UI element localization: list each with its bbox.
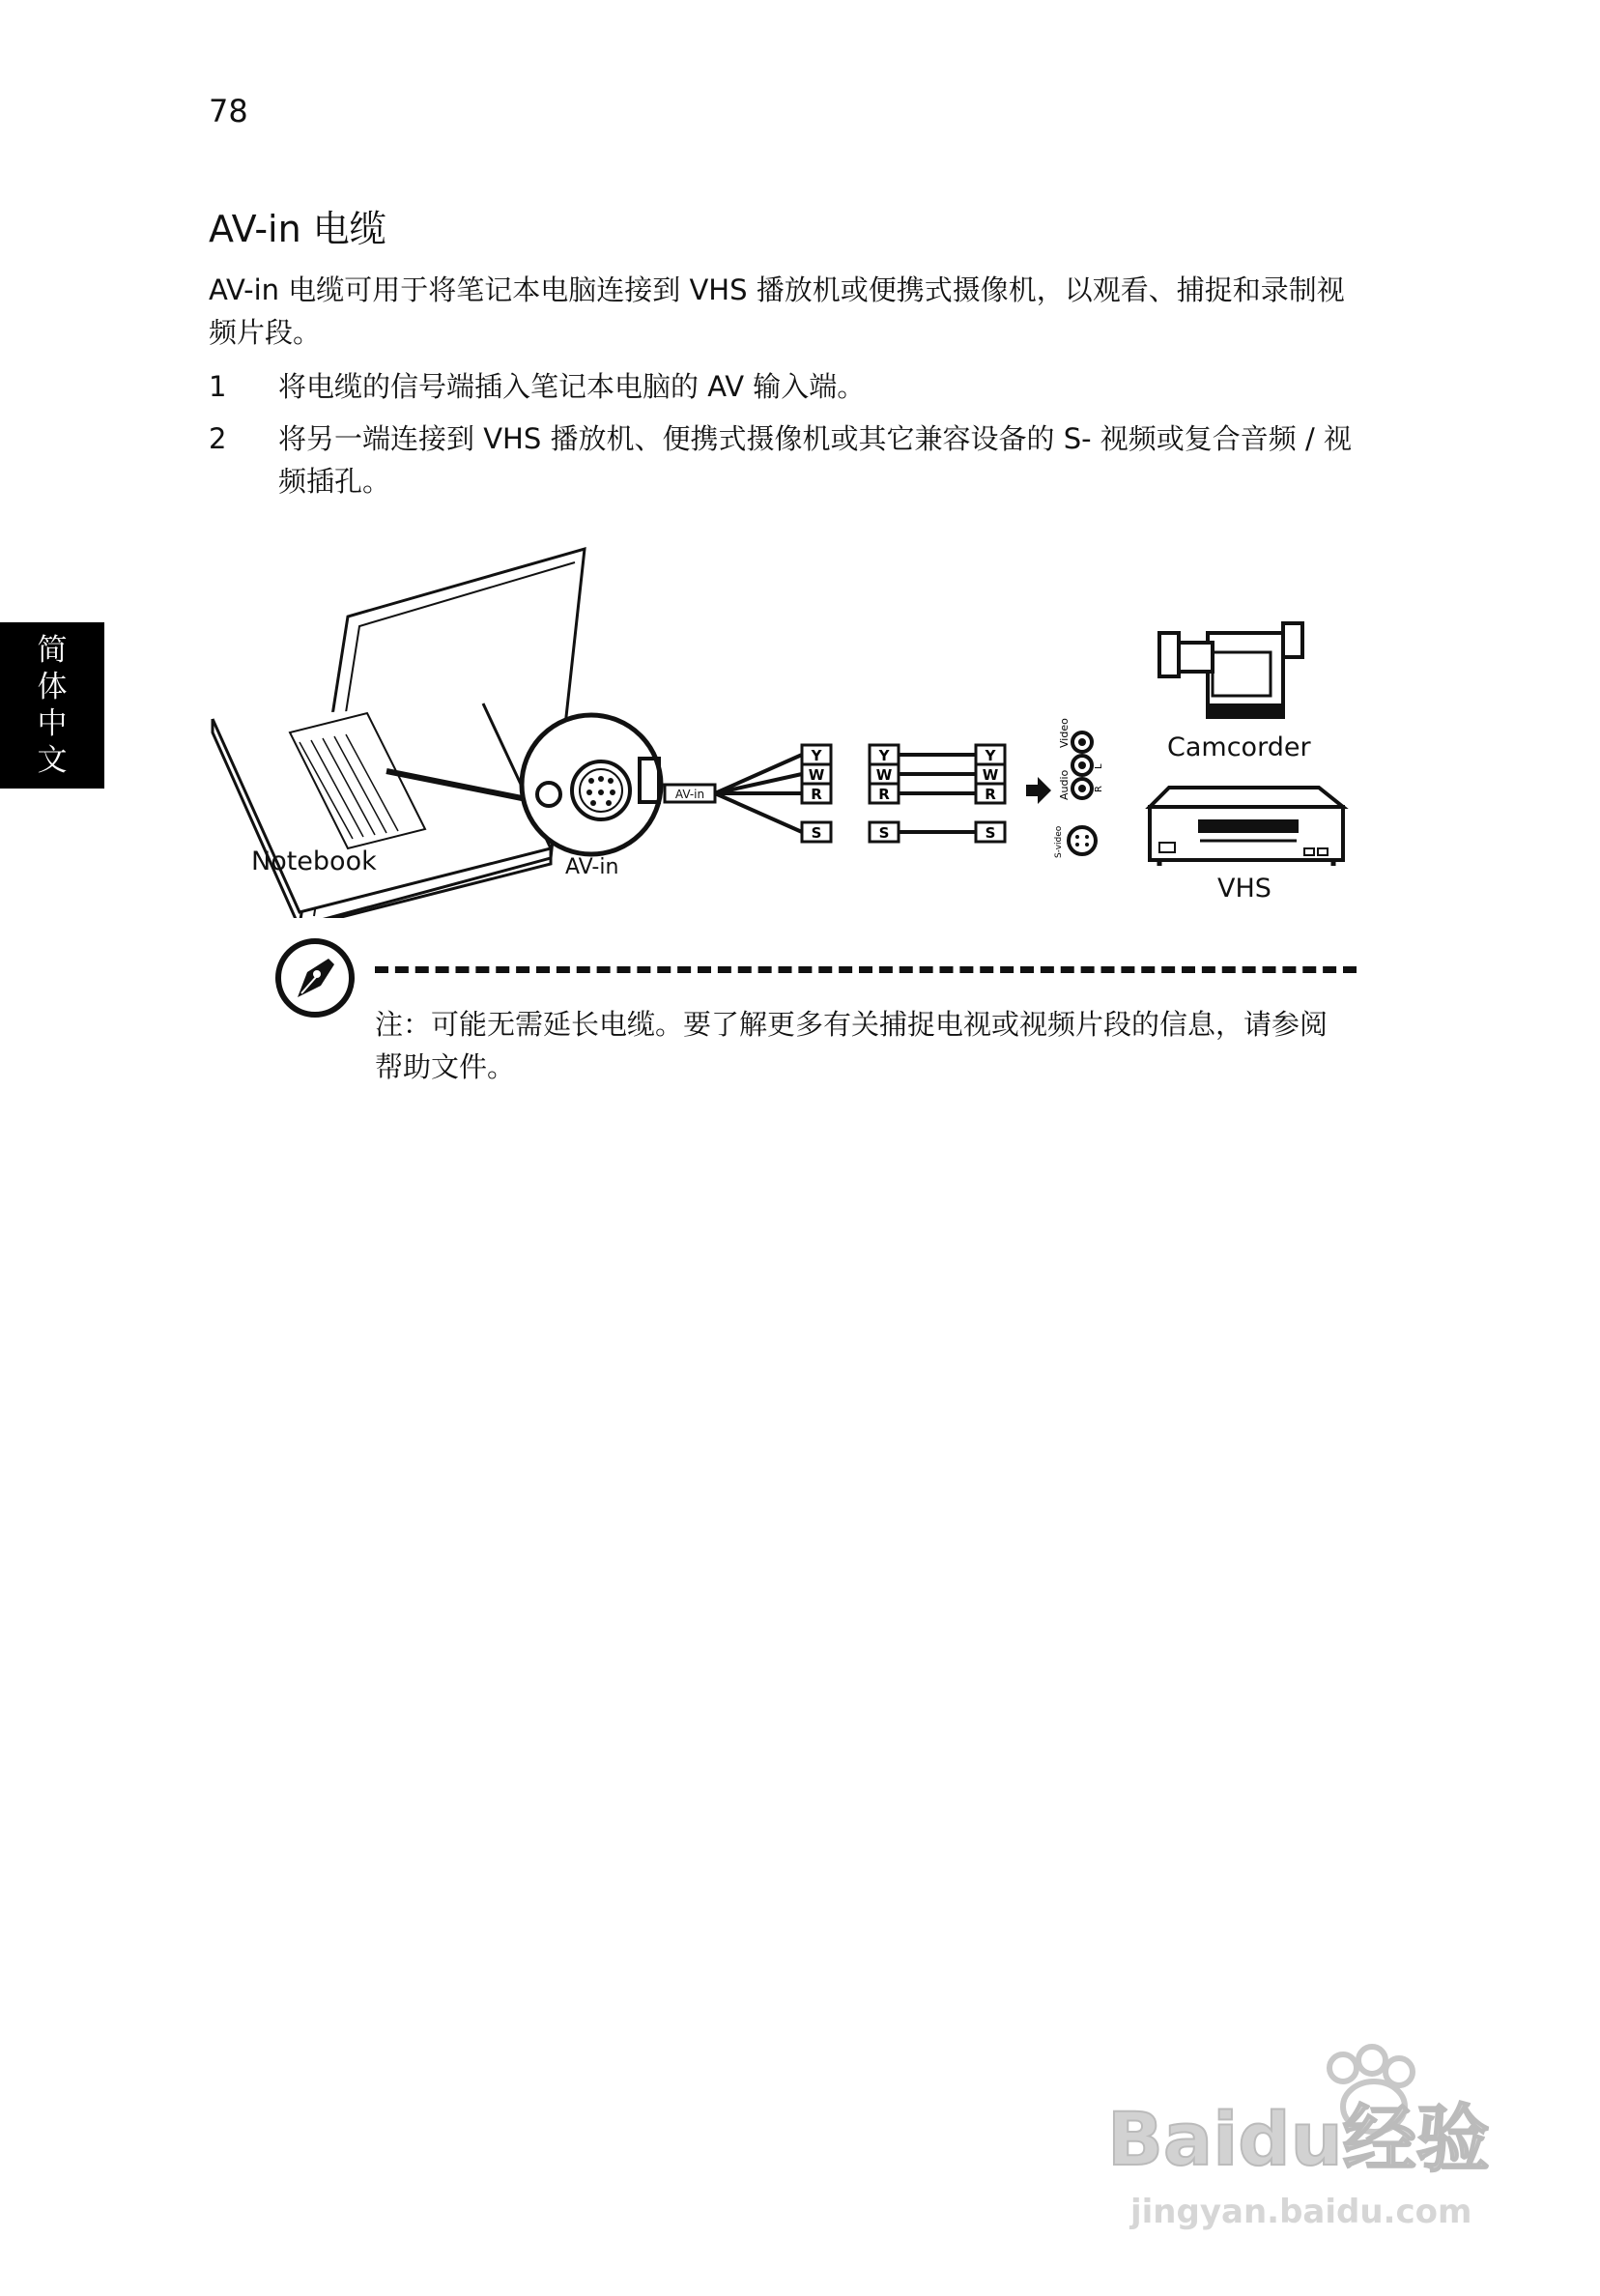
vhs-label: VHS [1217,874,1271,904]
vhs-player-illustration [1150,788,1343,866]
plug-letter: S [878,824,890,842]
plug-letter: R [985,786,996,803]
side-tab-char: 文 [37,743,68,778]
side-tab-char: 简 [37,633,68,668]
right-jack-label: R [1094,786,1104,792]
plug-letter: Y [811,747,822,764]
plug-letter: R [811,786,822,803]
watermark-brand: Baidu经验 [1107,2096,1490,2182]
step-text: 将电缆的信号端插入笔记本电脑的 AV 输入端。 [278,370,866,403]
pen-nib-icon [274,937,356,1019]
intro-paragraph: AV-in 电缆可用于将笔记本电脑连接到 VHS 播放机或便携式摄像机，以观看、捕捉和录制视频片段。 [209,273,1345,349]
watermark-url: jingyan.baidu.com [1130,2193,1472,2231]
cable-hub [665,755,802,832]
section-title: AV-in 电缆 [209,208,386,250]
step-number: 1 [209,370,227,403]
camcorder-label: Camcorder [1167,732,1311,762]
plug-letter: S [811,824,822,842]
av-jacks-panel [1054,718,1104,858]
audio-jack-label: Audio [1058,769,1071,800]
side-tab-char: 体 [37,670,68,704]
video-jack-label: Video [1058,718,1071,748]
plug-letter: S [985,824,996,842]
cable-tag-label: AV-in [674,788,705,801]
plug-column [976,745,1005,842]
connection-diagram [193,541,1382,918]
note-text: 注：可能无需延长电缆。要了解更多有关捕捉电视或视频片段的信息，请参阅帮助文件。 [375,1008,1329,1083]
note-divider [375,966,1357,973]
svideo-jack-label: S-video [1054,825,1064,858]
plug-letter: W [982,766,999,784]
language-side-tab [0,622,104,789]
notebook-label: Notebook [251,847,377,876]
plug-grid [802,745,1005,842]
arrow-right-icon [1026,777,1051,804]
side-tab-char: 中 [37,706,68,741]
av-in-port-zoom [522,715,661,854]
plug-column [802,745,831,842]
plug-letter: W [808,766,825,784]
step-text: 将另一端连接到 VHS 播放机、便携式摄像机或其它兼容设备的 S- 视频或复合音频 / 视频插孔。 [278,422,1353,498]
plug-column [870,745,976,842]
plug-letter: Y [985,747,996,764]
page-number: 78 [209,93,248,129]
plug-letter: Y [878,747,890,764]
camcorder-illustration [1159,623,1302,717]
plug-letter: R [878,786,890,803]
left-jack-label: L [1094,763,1104,769]
av-in-label: AV-in [565,855,619,879]
step-number: 2 [209,422,227,455]
plug-letter: W [875,766,893,784]
baidu-jingyan-watermark [1101,2039,1527,2232]
